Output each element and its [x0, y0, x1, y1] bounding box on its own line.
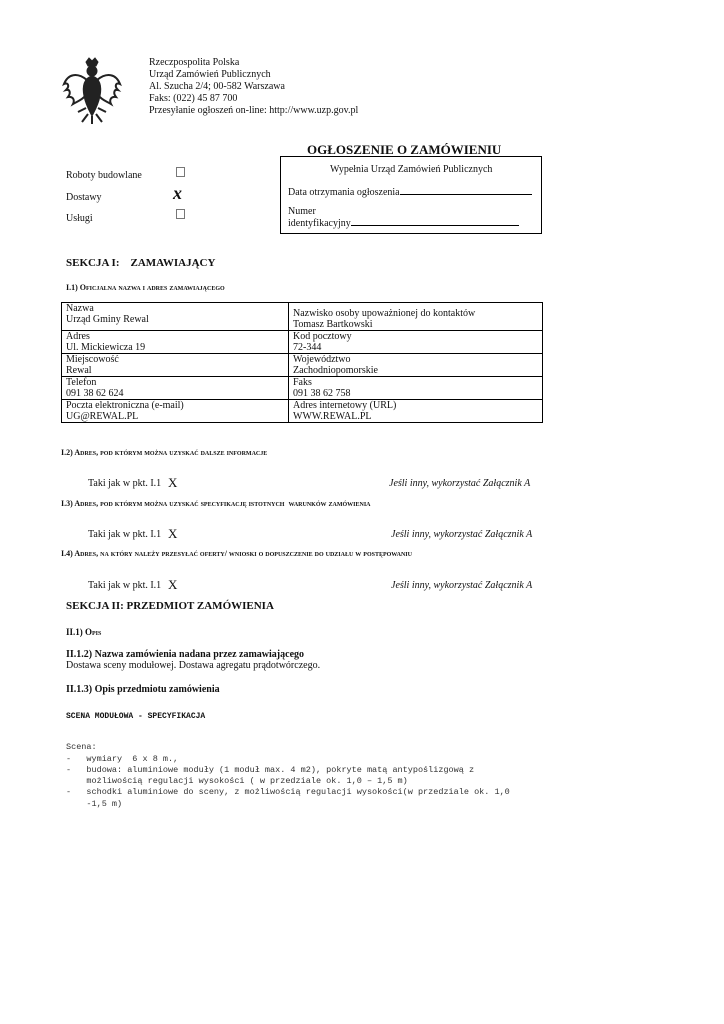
cell-value: WWW.REWAL.PL: [293, 411, 372, 422]
ii1-heading: II.1) Opis: [66, 627, 102, 637]
i2-x-mark[interactable]: X: [168, 475, 178, 490]
cell-label: Adres internetowy (URL): [293, 400, 397, 411]
ii12-text: Dostawa sceny modułowej. Dostawa agregatu prądotwórczego.: [66, 660, 321, 671]
cell-label: Kod pocztowy: [293, 331, 352, 342]
order-type-robots-label: Roboty budowlane: [66, 170, 142, 181]
cell-label: Nazwisko osoby upoważnionej do kontaktów: [293, 308, 476, 319]
cell-label: Adres: [66, 331, 90, 342]
id-number-line: [351, 225, 519, 226]
receipt-date-label: Data otrzymania ogłoszenia: [288, 187, 400, 198]
cell-url: [289, 400, 543, 423]
i3-x-mark[interactable]: X: [168, 526, 178, 541]
cell-fax: [289, 377, 543, 400]
eagle-emblem-icon: [62, 56, 122, 126]
cell-value: Ul. Mickiewicza 19: [66, 342, 146, 353]
spec-line: - wymiary 6 x 8 m.,: [66, 753, 179, 764]
cell-label: Poczta elektroniczna (e-mail): [66, 400, 184, 411]
cell-address: [62, 331, 289, 354]
cell-value: 72-344: [293, 342, 322, 353]
spec-line: - schodki aluminiowe do sceny, z możliwością regulacji wysokości(w przedziale ok. 1,0: [66, 787, 510, 798]
cell-value: 091 38 62 624: [66, 388, 124, 399]
cell-label: Miejscowość: [66, 354, 119, 365]
office-use-box: [280, 156, 542, 234]
i4-same-as: Taki jak w pkt. I.1: [88, 580, 162, 591]
order-type-deliveries-mark[interactable]: x: [173, 183, 182, 203]
spec-line: - budowa: aluminiowe moduły (1 moduł max. 4 m2), pokryte matą antypoślizgową z: [66, 764, 475, 775]
ii13-heading: II.1.3) Opis przedmiotu zamówienia: [66, 684, 220, 695]
receipt-date-field[interactable]: [288, 187, 532, 198]
cell-value: Zachodniopomorskie: [293, 365, 378, 376]
i4-other-note: Jeśli inny, wykorzystać Załącznik A: [391, 580, 533, 591]
spec-line: Scena:: [66, 742, 97, 753]
cell-postcode: [289, 331, 543, 354]
ii12-heading: II.1.2) Nazwa zamówienia nadana przez zamawiającego: [66, 649, 305, 660]
i2-other-note: Jeśli inny, wykorzystać Załącznik A: [389, 478, 531, 489]
id-number-label-2: identyfikacyjny: [288, 218, 351, 229]
header-line: Al. Szucha 2/4; 00-582 Warszawa: [149, 81, 285, 92]
order-type-services-label: Usługi: [66, 213, 93, 224]
i3-heading: I.3) Adres, pod którym można uzyskać specyfikację istotnych warunków zamówienia: [61, 499, 371, 508]
header-line: Urząd Zamówień Publicznych: [149, 69, 271, 80]
spec-title: SCENA MODUŁOWA - SPECYFIKACJA: [66, 712, 206, 721]
cell-label: Faks: [293, 377, 312, 388]
i1-heading: I.1) Oficjalna nazwa i adres zamawiającego: [66, 283, 225, 292]
cell-name: [62, 303, 289, 331]
section2-title: SEKCJA II: PRZEDMIOT ZAMÓWIENIA: [66, 600, 274, 612]
receipt-date-line: [400, 194, 532, 195]
spec-line: -1,5 m): [66, 798, 123, 809]
header-line: Przesyłanie ogłoszeń on-line: http://www.uzp.gov.pl: [149, 105, 359, 116]
cell-city: [62, 354, 289, 377]
spec-body: [66, 731, 510, 821]
header-line: Rzeczpospolita Polska: [149, 57, 240, 68]
i3-same-as: Taki jak w pkt. I.1: [88, 529, 162, 540]
order-type-robots-checkbox[interactable]: [176, 167, 185, 177]
order-type-services-checkbox[interactable]: [176, 209, 185, 219]
spec-line: możliwością regulacji wysokości ( w przedziale ok. 1,0 – 1,5 m): [66, 776, 408, 787]
i4-x-mark[interactable]: X: [168, 577, 178, 592]
cell-value: Rewal: [66, 365, 92, 376]
cell-email: [62, 400, 289, 423]
cell-label: Województwo: [293, 354, 351, 365]
cell-value: UG@REWAL.PL: [66, 411, 139, 422]
cell-value: Urząd Gminy Rewal: [66, 314, 149, 325]
i4-heading: I.4) Adres, na który należy przesyłać oferty/ wnioski o dopuszczenie do udziału w postępowaniu: [61, 549, 412, 558]
i2-heading: I.2) Adres, pod którym można uzyskać dalsze informacje: [61, 448, 268, 457]
cell-label: Telefon: [66, 377, 97, 388]
issuer-address: [149, 57, 358, 117]
cell-voivodeship: [289, 354, 543, 377]
id-number-field[interactable]: [288, 206, 519, 230]
cell-label: Nazwa: [66, 303, 94, 314]
i2-same-as: Taki jak w pkt. I.1: [88, 478, 162, 489]
cell-contact: [289, 303, 543, 331]
office-box-title: Wypełnia Urząd Zamówień Publicznych: [330, 164, 493, 175]
contracting-authority-table: [61, 302, 543, 423]
id-number-label: Numer: [288, 206, 316, 217]
cell-value: 091 38 62 758: [293, 388, 351, 399]
cell-value: Tomasz Bartkowski: [293, 319, 373, 330]
order-type-deliveries-label: Dostawy: [66, 192, 102, 203]
document-title: OGŁOSZENIE O ZAMÓWIENIU: [307, 142, 502, 157]
cell-phone: [62, 377, 289, 400]
section1-title: SEKCJA I: ZAMAWIAJĄCY: [66, 257, 216, 269]
header-line: Faks: (022) 45 87 700: [149, 93, 238, 104]
i3-other-note: Jeśli inny, wykorzystać Załącznik A: [391, 529, 533, 540]
